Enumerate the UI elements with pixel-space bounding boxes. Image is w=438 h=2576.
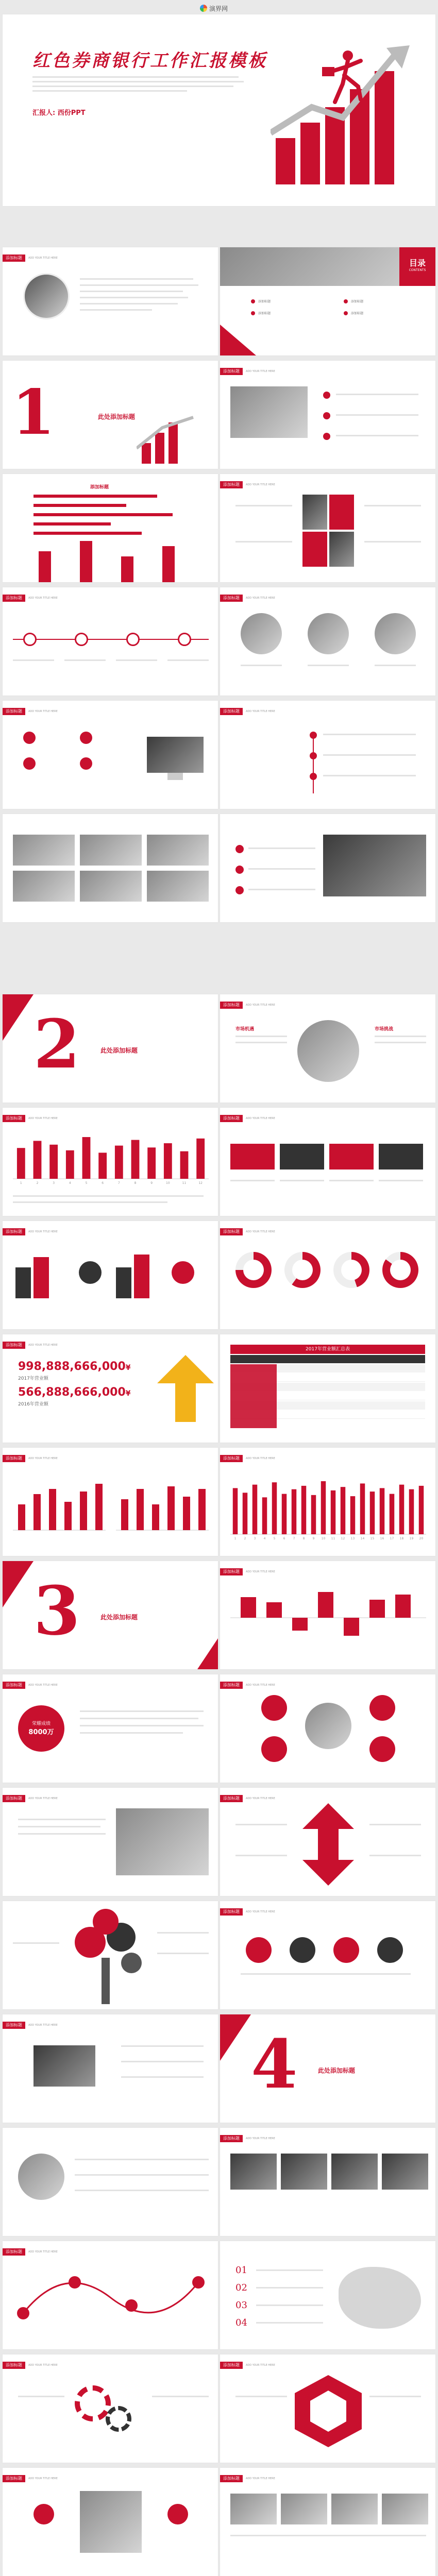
slide-numbered-grid[interactable] xyxy=(220,474,435,582)
monitor-screen xyxy=(147,737,204,773)
slide-quotes[interactable] xyxy=(220,994,435,1103)
logo-text: 演界网 xyxy=(209,5,228,12)
china-map-shape xyxy=(339,2267,421,2329)
reporter-name: 西份PPT xyxy=(57,109,86,117)
slide-header: 添加标题 ADD YOUR TITLE HERE xyxy=(220,1908,275,1916)
agenda-list-right xyxy=(344,299,363,323)
slide-section-3[interactable] xyxy=(3,1561,218,1669)
center-photo xyxy=(80,2491,142,2553)
chart-tick-label: 5 xyxy=(85,1181,88,1185)
chart-bar xyxy=(66,1150,74,1179)
slide-arrow-diagram[interactable] xyxy=(220,1788,435,1896)
slide-header: 添加标题 ADD YOUR TITLE HERE xyxy=(3,2248,58,2256)
slide-profile[interactable] xyxy=(3,247,218,355)
slide-header: 添加标题 ADD YOUR TITLE HERE xyxy=(3,2362,58,2369)
agenda-subtitle: CONTENTS xyxy=(409,268,426,272)
chart-bar xyxy=(82,1137,91,1179)
slide-hex[interactable] xyxy=(220,2354,435,2463)
slide-badge[interactable] xyxy=(3,1674,218,1783)
chart-bar xyxy=(147,1147,156,1179)
slide-cover[interactable] xyxy=(3,14,435,206)
chart-tick-label: 3 xyxy=(254,1537,256,1540)
slide-pin-list[interactable] xyxy=(220,701,435,809)
section-number: 3 xyxy=(33,1571,80,1650)
chart-tick-label: 11 xyxy=(331,1537,335,1540)
chart-bar xyxy=(272,1482,277,1534)
chart-tick-label: 8 xyxy=(302,1537,305,1540)
chart-tick-label: 12 xyxy=(341,1537,345,1540)
chart-bar xyxy=(409,1489,414,1534)
slide-agenda[interactable] xyxy=(220,247,435,355)
slide-header: 添加标题 ADD YOUR TITLE HERE xyxy=(220,708,275,715)
agenda-title: 目录 xyxy=(409,258,426,268)
chart-tick-label: 19 xyxy=(409,1537,414,1540)
slide-section-1[interactable] xyxy=(3,361,218,469)
slide-header: 添加标题 ADD YOUR TITLE HERE xyxy=(3,1115,58,1122)
chart-tick-label: 10 xyxy=(321,1537,326,1540)
slide-laptop[interactable] xyxy=(220,814,435,922)
chart-tick-label: 1 xyxy=(20,1181,22,1185)
slide-donuts[interactable] xyxy=(220,1221,435,1329)
slide-bar-line-chart[interactable] xyxy=(3,1108,218,1216)
chart-right xyxy=(116,1473,209,1535)
chart-bar xyxy=(292,1489,297,1534)
chart-bar xyxy=(399,1485,405,1534)
chart-tick-label: 3 xyxy=(53,1181,55,1185)
number-list: 01 02 03 04 xyxy=(235,2265,247,2328)
slide-header: 添加标题 ADD YOUR TITLE HERE xyxy=(220,1115,275,1122)
agenda-item[interactable]: 添加标题 xyxy=(251,311,271,315)
monthly-bar-chart xyxy=(13,1128,209,1185)
chart-bar xyxy=(262,1497,267,1534)
kpi-value-1: 998,888,666,000¥ xyxy=(18,1360,131,1373)
slide-monitor[interactable] xyxy=(3,701,218,809)
table-title: 2017年营业额汇总表 xyxy=(230,1345,425,1354)
chart-tick-label: 13 xyxy=(350,1537,355,1540)
chart-tick-label: 17 xyxy=(390,1537,394,1540)
section-number: 2 xyxy=(33,1005,80,1083)
slide-header: 添加标题 ADD YOUR TITLE HERE xyxy=(220,1228,275,1235)
slide-hbar[interactable] xyxy=(3,474,218,582)
cover-description xyxy=(32,76,249,92)
chart-bar xyxy=(321,1481,326,1534)
chart-bar xyxy=(419,1486,424,1534)
chart-tick-label: 8 xyxy=(134,1181,137,1185)
chart-tick-label: 18 xyxy=(399,1537,404,1540)
agenda-item[interactable]: 添加标题 xyxy=(344,311,363,315)
kpi-label-1: 2017年营业额 xyxy=(18,1376,48,1381)
chart-bar xyxy=(341,1487,346,1534)
agenda-item[interactable]: 添加标题 xyxy=(344,299,363,303)
slide-kpi[interactable] xyxy=(3,1334,218,1443)
vbars xyxy=(33,536,188,582)
slide-number-list-map[interactable] xyxy=(220,2241,435,2349)
slide-section-2[interactable] xyxy=(3,994,218,1103)
hbar-list xyxy=(33,495,188,541)
hands-photo xyxy=(230,386,308,438)
slide-photo-grid[interactable] xyxy=(3,814,218,922)
slide-header: 添加标题 ADD YOUR TITLE HERE xyxy=(220,595,275,602)
chart-tick-label: 9 xyxy=(150,1181,153,1185)
site-logo[interactable] xyxy=(200,3,228,13)
section-title: 此处添加标题 xyxy=(100,1047,138,1054)
slide-devices[interactable] xyxy=(3,2014,218,2123)
slide-header: 添加标题 ADD YOUR TITLE HERE xyxy=(220,2135,275,2142)
slide-header: 添加标题 ADD YOUR TITLE HERE xyxy=(3,1342,58,1349)
slide-photo-text[interactable] xyxy=(220,361,435,469)
quote-right-title: 市场挑战 xyxy=(375,1027,394,1032)
slide-header: 添加标题 ADD YOUR TITLE HERE xyxy=(220,1682,275,1689)
slide-header: 添加标题 ADD YOUR TITLE HERE xyxy=(220,1795,275,1802)
quad-grid xyxy=(302,495,354,567)
chart-bar xyxy=(301,1486,307,1534)
cover-title: 红色券商银行工作汇报模板 xyxy=(32,50,267,71)
slide-floating-bars[interactable] xyxy=(220,1561,435,1669)
slide-header: 添加标题 ADD YOUR TITLE HERE xyxy=(3,1228,58,1235)
logo-icon xyxy=(200,5,207,12)
chart-bar xyxy=(252,1485,258,1534)
agenda-list xyxy=(251,299,271,323)
slide-header: 添加标题 ADD YOUR TITLE HERE xyxy=(220,1568,275,1575)
slide-big-bar-chart[interactable] xyxy=(220,1448,435,1556)
slide-header: 添加标题 ADD YOUR TITLE HERE xyxy=(3,708,58,715)
tree-graphic xyxy=(54,1906,157,2004)
slide-people[interactable] xyxy=(3,1788,218,1896)
chart-bar xyxy=(360,1483,365,1534)
kpi-label-2: 2016年营业额 xyxy=(18,1402,48,1407)
chart-tick-label: 20 xyxy=(419,1537,424,1540)
gold-arrow-graphic xyxy=(157,1355,214,1422)
slide-header: 添加标题 ADD YOUR TITLE HERE xyxy=(220,1455,275,1462)
chart-tick-label: 6 xyxy=(102,1181,104,1185)
slide-arrow-boxes[interactable] xyxy=(220,1108,435,1216)
section-title: 此处添加标题 xyxy=(318,2067,356,2074)
slide-header: 添加标题 ADD YOUR TITLE HERE xyxy=(3,1455,58,1462)
chart-bar xyxy=(370,1492,375,1534)
chart-tick-label: 7 xyxy=(293,1537,295,1540)
slide-photo-row[interactable] xyxy=(3,2128,218,2236)
chart-tick-label: 5 xyxy=(273,1537,276,1540)
chart-bar xyxy=(311,1495,316,1534)
business-people-photo xyxy=(116,1808,209,1875)
chart-bar xyxy=(282,1494,287,1534)
slide-header: 添加标题 ADD YOUR TITLE HERE xyxy=(3,595,58,602)
chart-tick-label: 16 xyxy=(380,1537,384,1540)
chart-bar xyxy=(33,1141,42,1179)
slide-header: 添加标题 ADD YOUR TITLE HERE xyxy=(3,1795,58,1802)
slide-circle-cluster[interactable] xyxy=(220,1674,435,1783)
slide-four-photos[interactable] xyxy=(220,2468,435,2576)
chart-tick-label: 2 xyxy=(36,1181,39,1185)
slide-timeline[interactable] xyxy=(3,587,218,696)
slide-steps[interactable] xyxy=(3,2241,218,2349)
hexagon-graphic xyxy=(295,2375,362,2447)
chart-bar xyxy=(164,1143,172,1179)
chart-bar xyxy=(243,1493,248,1534)
laptop-photo xyxy=(323,835,426,896)
section-number: 4 xyxy=(251,2025,298,2104)
waterfall-chart xyxy=(230,1587,426,1649)
slide-header: 添加标题 ADD YOUR TITLE HERE xyxy=(220,1002,275,1009)
slide-circle-row[interactable] xyxy=(220,1901,435,2009)
chart-tick-label: 1 xyxy=(234,1537,237,1540)
slide-header: 添加标题 ADD YOUR TITLE HERE xyxy=(220,481,275,488)
agenda-corner-decor xyxy=(220,325,256,355)
slide-gears[interactable] xyxy=(3,2354,218,2463)
slide-table[interactable] xyxy=(220,1334,435,1443)
slide-section-4[interactable] xyxy=(220,2014,435,2123)
slide-photo-strip[interactable] xyxy=(220,2128,435,2236)
slide-header: 添加标题 ADD YOUR TITLE HERE xyxy=(220,2362,275,2369)
yearly-bar-chart xyxy=(230,1473,426,1540)
chart-tick-label: 7 xyxy=(117,1181,120,1185)
chart-bar xyxy=(331,1490,336,1534)
chart-tick-label: 15 xyxy=(370,1537,375,1540)
updown-arrow xyxy=(297,1803,359,1886)
slide-header: 添加标题 ADD YOUR TITLE HERE xyxy=(3,2475,58,2482)
slide-header: 添加标题 ADD YOUR TITLE HERE xyxy=(220,368,275,375)
chart-bar xyxy=(350,1496,356,1534)
chart-bar xyxy=(196,1139,205,1179)
gear-icon xyxy=(106,2406,131,2432)
quote-left-title: 市场机遇 xyxy=(235,1027,255,1032)
icon-bars-graphic xyxy=(13,1252,209,1298)
reporter-label: 汇报人: xyxy=(32,109,56,117)
chart-tick-label: 4 xyxy=(263,1537,266,1540)
chart-tick-label: 4 xyxy=(69,1181,71,1185)
slide-hex-photo[interactable] xyxy=(3,2468,218,2576)
section-bars-icon xyxy=(137,412,209,464)
slide-two-charts[interactable] xyxy=(3,1448,218,1556)
chart-tick-label: 11 xyxy=(182,1181,187,1185)
chart-tick-label: 2 xyxy=(244,1537,246,1540)
agenda-title-block xyxy=(399,247,435,286)
profile-photo xyxy=(23,273,70,319)
slide-header: 添加标题 ADD YOUR TITLE HERE xyxy=(220,2475,275,2482)
chart-bar xyxy=(115,1146,123,1179)
agenda-item[interactable]: 添加标题 xyxy=(251,299,271,303)
section-title: 此处添加标题 xyxy=(100,1614,138,1621)
chart-left xyxy=(13,1473,106,1535)
section-title: 此处添加标题 xyxy=(98,413,136,420)
slide-icon-bars[interactable] xyxy=(3,1221,218,1329)
slide-tree[interactable] xyxy=(3,1901,218,2009)
slide-three-photos[interactable] xyxy=(220,587,435,696)
growth-bars-graphic xyxy=(271,35,425,190)
chart-tick-label: 6 xyxy=(283,1537,285,1540)
slide-header: 添加标题 ADD YOUR TITLE HERE xyxy=(3,255,58,262)
section-number: 1 xyxy=(12,376,55,449)
chart-bar xyxy=(131,1140,140,1179)
devices-photo xyxy=(33,2045,95,2087)
chart-tick-label: 10 xyxy=(166,1181,170,1185)
chart-tick-label: 14 xyxy=(360,1537,365,1540)
chart-bar xyxy=(98,1153,107,1179)
chart-bar xyxy=(49,1145,58,1179)
chart-tick-label: 9 xyxy=(312,1537,315,1540)
kpi-value-2: 566,888,666,000¥ xyxy=(18,1386,131,1399)
chart-bar xyxy=(180,1151,189,1179)
chart-tick-label: 12 xyxy=(198,1181,203,1185)
steps-path xyxy=(13,2262,209,2334)
chart-bar xyxy=(17,1148,25,1179)
chart-bar xyxy=(233,1488,238,1534)
slide-header: 添加标题 ADD YOUR TITLE HERE xyxy=(3,2022,58,2029)
chart-bar xyxy=(380,1488,385,1534)
chart-bar xyxy=(390,1494,395,1534)
chart-title: 添加标题 xyxy=(90,485,109,490)
honor-badge: 荣耀成绩 8000万 xyxy=(18,1705,64,1752)
cover-reporter xyxy=(32,107,86,117)
slide-header: 添加标题 ADD YOUR TITLE HERE xyxy=(3,1682,58,1689)
